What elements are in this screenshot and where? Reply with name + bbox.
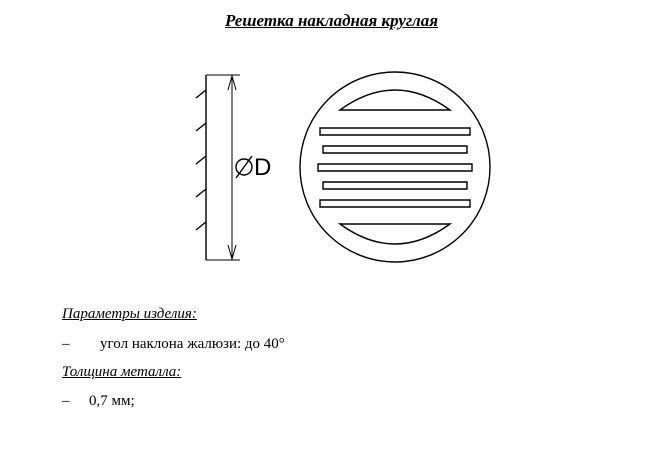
param-metal-thickness: 0,7 мм; [89, 393, 135, 409]
list-dash: – [62, 336, 70, 352]
grille-louver-bottom [340, 224, 450, 244]
grille-louver [320, 200, 470, 207]
list-dash: – [62, 393, 70, 409]
grille-louver [323, 146, 467, 153]
side-louver [196, 222, 206, 230]
grille-louver [318, 164, 472, 171]
metal-thickness-heading: Толщина металла: [62, 364, 182, 380]
grille-louver-top [340, 90, 450, 110]
product-params-heading: Параметры изделия: [62, 306, 197, 322]
side-view [196, 75, 252, 260]
grille-louver [323, 182, 467, 189]
side-louver [196, 123, 206, 131]
grille-outer-circle [300, 72, 490, 262]
grille-louver [320, 128, 470, 135]
side-louver [196, 90, 206, 98]
page-title: Решетка накладная круглая [225, 11, 438, 30]
side-louver [196, 189, 206, 197]
dimension-label: D [254, 154, 272, 181]
diameter-icon [236, 156, 252, 178]
front-view [300, 72, 490, 262]
side-louver [196, 156, 206, 164]
param-louver-angle: угол наклона жалюзи: до 40° [100, 336, 285, 352]
